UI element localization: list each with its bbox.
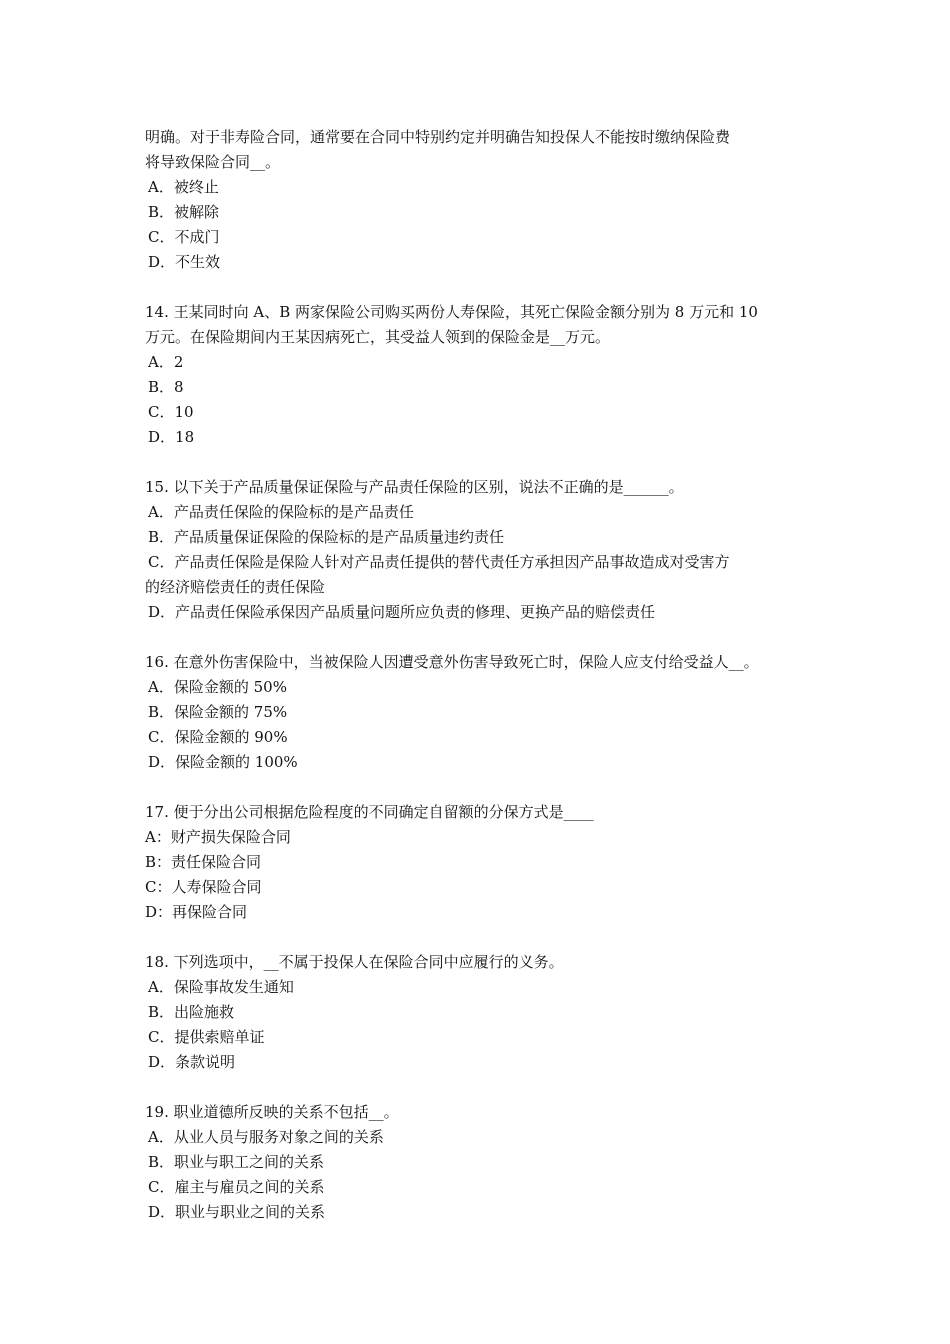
option-b: B．被解除	[148, 203, 220, 221]
option-d: D．保险金额的 100%	[148, 753, 298, 771]
option-c: C．雇主与雇员之间的关系	[148, 1178, 325, 1196]
question-text: 15. 以下关于产品质量保证保险与产品责任保险的区别，说法不正确的是______。	[145, 478, 684, 496]
option-c-continued: 的经济赔偿责任的责任保险	[145, 578, 326, 596]
question-block-19	[145, 1100, 825, 1225]
option-d: D．职业与职业之间的关系	[148, 1203, 326, 1221]
option-d: D．不生效	[148, 253, 221, 271]
question-block-16	[145, 650, 825, 775]
option-c: C．产品责任保险是保险人针对产品责任提供的替代责任方承担因产品事故造成对受害方	[148, 553, 730, 571]
question-text: 17. 便于分出公司根据危险程度的不同确定自留额的分保方式是____	[145, 803, 594, 821]
option-b: B：责任保险合同	[145, 853, 262, 871]
option-b: B．产品质量保证保险的保险标的是产品质量违约责任	[148, 528, 505, 546]
option-a: A．保险事故发生通知	[148, 978, 294, 996]
option-c: C．不成门	[148, 228, 220, 246]
question-text: 万元。在保险期间内王某因病死亡，其受益人领到的保险金是__万元。	[145, 328, 611, 346]
option-c: C．提供索赔单证	[148, 1028, 265, 1046]
option-a: A．产品责任保险的保险标的是产品责任	[148, 503, 414, 521]
question-block-18	[145, 950, 825, 1075]
question-block-14	[145, 300, 825, 450]
question-text: 19. 职业道德所反映的关系不包括__。	[145, 1103, 399, 1121]
option-a: A．2	[148, 353, 184, 371]
question-text: 16. 在意外伤害保险中，当被保险人因遭受意外伤害导致死亡时，保险人应支付给受益人__。	[145, 653, 759, 671]
question-text: 将导致保险合同__。	[145, 153, 281, 171]
option-a: A．从业人员与服务对象之间的关系	[148, 1128, 384, 1146]
option-a: A：财产损失保险合同	[145, 828, 291, 846]
question-block-17	[145, 800, 825, 925]
document-page	[145, 125, 825, 1225]
option-b: B．保险金额的 75%	[148, 703, 288, 721]
option-b: B．8	[148, 378, 184, 396]
question-text: 18. 下列选项中，__不属于投保人在保险合同中应履行的义务。	[145, 953, 564, 971]
option-b: B．出险施救	[148, 1003, 235, 1021]
option-d: D．产品责任保险承保因产品质量问题所应负责的修理、更换产品的赔偿责任	[148, 603, 656, 621]
option-c: C．10	[148, 403, 194, 421]
option-c: C：人寿保险合同	[145, 878, 262, 896]
option-d: D．条款说明	[148, 1053, 236, 1071]
question-text: 明确。对于非寿险合同，通常要在合同中特别约定并明确告知投保人不能按时缴纳保险费	[145, 128, 731, 146]
question-block-15	[145, 475, 825, 625]
question-text: 14. 王某同时向 A、B 两家保险公司购买两份人寿保险，其死亡保险金额分别为 8 万元和 10	[145, 303, 758, 321]
option-a: A．保险金额的 50%	[148, 678, 287, 696]
option-d: D：再保险合同	[145, 903, 248, 921]
option-d: D．18	[148, 428, 195, 446]
option-c: C．保险金额的 90%	[148, 728, 288, 746]
question-block-13	[145, 125, 825, 275]
option-a: A．被终止	[148, 178, 219, 196]
option-b: B．职业与职工之间的关系	[148, 1153, 325, 1171]
